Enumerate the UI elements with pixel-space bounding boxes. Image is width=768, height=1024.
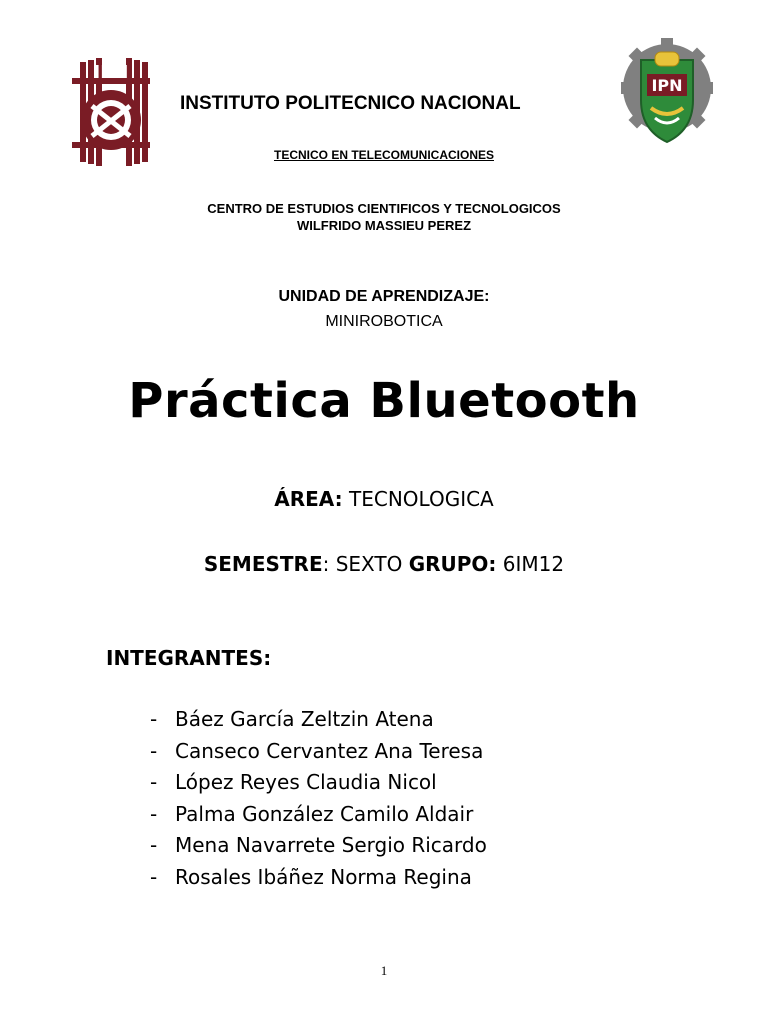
- area-label: ÁREA:: [274, 487, 343, 511]
- career-name: TECNICO EN TELECOMUNICACIONES: [273, 148, 494, 162]
- member-name: López Reyes Claudia Nicol: [175, 770, 437, 795]
- list-item: [150, 706, 487, 738]
- list-item: [150, 738, 487, 770]
- svg-text:IPN: IPN: [93, 62, 129, 83]
- group-label: GRUPO:: [408, 552, 497, 576]
- member-name: Báez García Zeltzin Atena: [175, 707, 434, 731]
- school-name-line2: WILFRIDO MASSIEU PEREZ: [296, 218, 472, 233]
- bullet-dash: -: [150, 864, 158, 889]
- bullet-dash: -: [150, 707, 158, 731]
- member-name: Rosales Ibáñez Norma Regina: [175, 864, 472, 889]
- semester-value: SEXTO: [335, 552, 403, 576]
- list-item: [150, 832, 487, 864]
- bullet-dash: -: [150, 833, 158, 858]
- svg-text:IPN: IPN: [651, 76, 683, 95]
- page-number: 1: [380, 963, 388, 978]
- list-item: [150, 801, 487, 833]
- document-title: Práctica Bluetooth: [128, 373, 640, 429]
- school-name-line1: CENTRO DE ESTUDIOS CIENTIFICOS Y TECNOLOGICOS: [207, 201, 561, 216]
- cecyt-logo: [621, 38, 713, 146]
- area-value: TECNOLOGICA: [349, 487, 494, 511]
- semester-label: SEMESTRE: [203, 552, 323, 576]
- list-item: [150, 769, 487, 801]
- bullet-dash: -: [150, 770, 158, 795]
- area-line: [0, 487, 768, 511]
- semester-line: [0, 552, 768, 576]
- members-list: [150, 706, 487, 896]
- unit-value: MINIROBOTICA: [325, 313, 443, 330]
- semester-separator: :: [322, 552, 330, 576]
- list-item: [150, 864, 487, 896]
- unit-label: UNIDAD DE APRENDIZAJE:: [278, 288, 490, 305]
- member-name: Palma González Camilo Aldair: [175, 801, 474, 826]
- member-name: Mena Navarrete Sergio Ricardo: [175, 833, 487, 858]
- bullet-dash: -: [150, 738, 158, 763]
- member-name: Canseco Cervantez Ana Teresa: [175, 738, 484, 763]
- institution-name: INSTITUTO POLITECNICO NACIONAL: [180, 93, 521, 114]
- bullet-dash: -: [150, 801, 158, 826]
- group-value: 6IM12: [502, 552, 565, 576]
- members-heading: INTEGRANTES:: [106, 646, 272, 670]
